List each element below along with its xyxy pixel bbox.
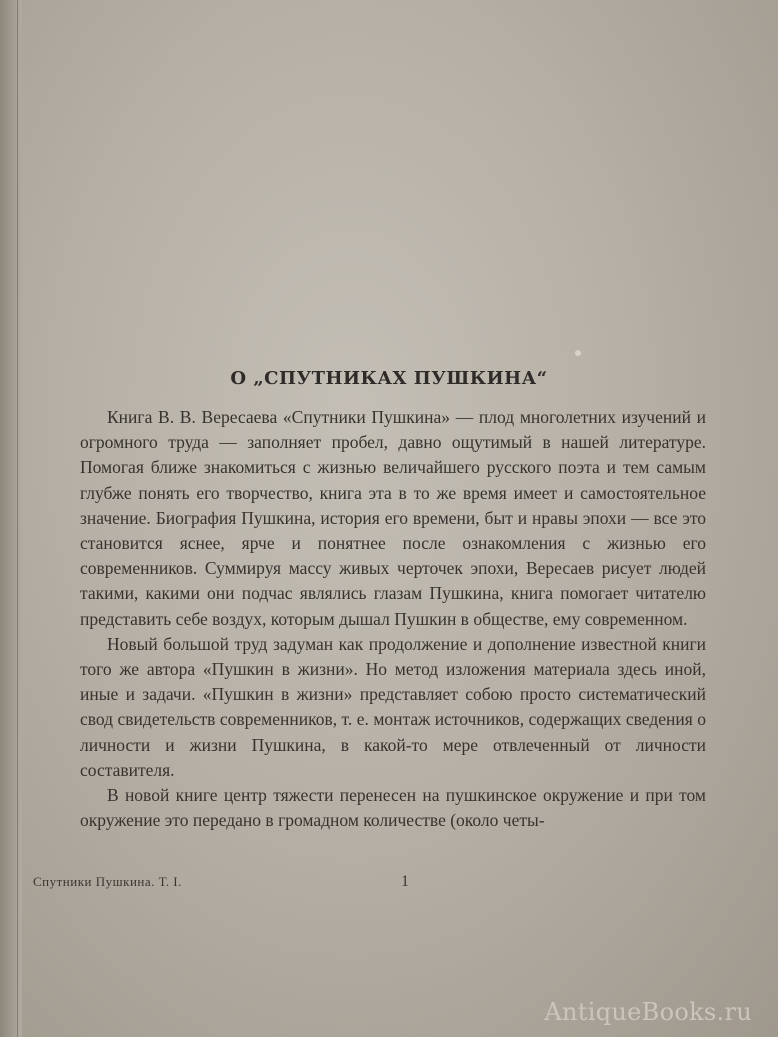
gutter-line bbox=[17, 0, 18, 1037]
footer-book-title: Спутники Пушкина. Т. I. bbox=[33, 874, 182, 889]
paragraph-1: Книга В. В. Вересаева «Спутники Пушкина» — плод многолетних изучений и огромного труда — заполняет пробел, давно ощутимый в нашей литературе. Помогая ближе знакомиться с жизнью величайшего русского поэта и тем самым глубже понять его творчество, книга эта в то же время имеет и самостоятельное значение. Биография Пушкина, история его времени, быт и нравы эпохи — все это становится яснее, ярче и понятнее после ознакомления с жизнью его современников. Суммируя массу живых черточек эпохи, Вересаев рисует людей такими, какими они подчас являлись глазам Пушкина, книга помогает читателю представить себе воздух, которым дышал Пушкин в обществе, ему современном. bbox=[80, 407, 706, 629]
chapter-heading: О „СПУТНИКАХ ПУШКИНА“ bbox=[230, 368, 548, 389]
paper-speck bbox=[575, 350, 581, 356]
page-number: 1 bbox=[401, 873, 409, 890]
paragraph-2: Новый большой труд задуман как продолжение и дополнение известной книги того же автора «Пушкин в жизни». Но метод изложения материала здесь иной, иные и задачи. «Пушкин в жизни» представляет собою просто систематический свод свидетельств современников, т. е. монтаж источников, содержащих сведения о личности и жизни Пушкина, в какой-то мере отвлеченный от личности составителя. bbox=[80, 633, 706, 780]
paragraph-3: В новой книге центр тяжести перенесен на пушкинское окружение и при том окружение это передано в громадном количестве (около четы- bbox=[80, 785, 706, 831]
body-text bbox=[80, 405, 706, 833]
watermark: AntiqueBooks.ru bbox=[544, 998, 752, 1026]
page-gutter bbox=[0, 0, 22, 1037]
